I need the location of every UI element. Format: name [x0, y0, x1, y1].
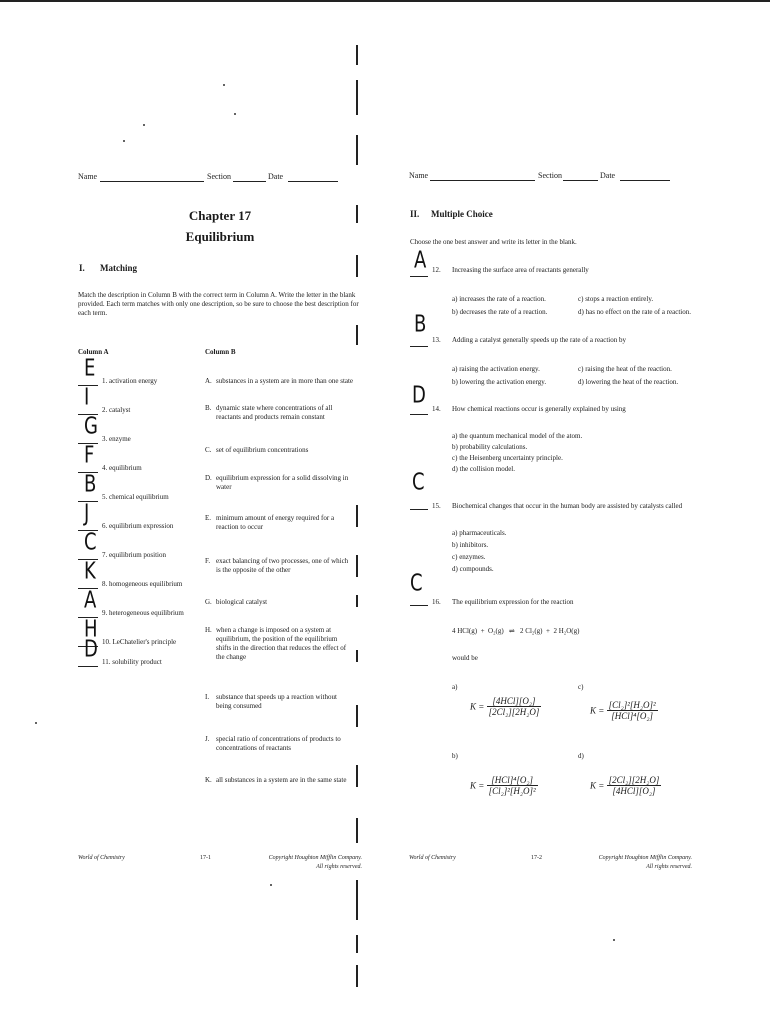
binding-line [356, 880, 358, 920]
section-title: Matching [100, 263, 137, 273]
description-letter: C. [205, 446, 212, 454]
scan-speck [234, 113, 236, 115]
choice: d) the collision model. [452, 465, 515, 473]
answer-blank[interactable] [410, 509, 428, 510]
handwritten-answer: C [412, 468, 425, 496]
question-number: 16. [432, 598, 441, 606]
question-stem: Adding a catalyst generally speeds up the rate of a reaction by [452, 336, 626, 344]
description-line: when a change is imposed on a system at [216, 626, 332, 634]
description-line: dynamic state where concentrations of all [216, 404, 333, 412]
numerator: [HCl]⁴[O₂] [487, 775, 538, 786]
footer-copyright: Copyright Houghton Mifflin Company. [598, 855, 692, 861]
description-letter: H. [205, 626, 212, 634]
term-row [78, 470, 198, 502]
binding-line [356, 818, 358, 843]
description-g [205, 598, 360, 607]
section-number: I. [79, 263, 85, 273]
instruction-line: provided. Each term matches with only one description, so be sure to choose the best description for [78, 300, 359, 308]
choice: a) pharmaceuticals. [452, 529, 507, 537]
handwritten-answer: C [410, 569, 423, 597]
answer-blank[interactable] [410, 605, 428, 606]
choice: b) probability calculations. [452, 443, 528, 451]
description-letter: B. [205, 404, 212, 412]
would-be-text: would be [452, 654, 478, 662]
numerator: [Cl₂]²[H₂O]² [608, 700, 656, 710]
name-label: Name [78, 172, 98, 181]
handwritten-answer: A [84, 586, 97, 614]
choice: b) decreases the rate of a reaction. [452, 308, 548, 316]
handwritten-answer: B [414, 310, 427, 338]
description-letter: D. [205, 474, 212, 482]
question-number: 12. [432, 266, 441, 274]
term-row [78, 354, 198, 386]
chapter-title: Chapter 17 [188, 208, 252, 223]
question-number: 13. [432, 336, 441, 344]
description-line: concentrations of reactants [216, 744, 292, 752]
k-symbol: K = [590, 780, 605, 791]
choice: a) increases the rate of a reaction. [452, 295, 546, 303]
description-k [205, 776, 360, 785]
term-label: 10. LeChatelier's principle [102, 638, 177, 646]
description-letter: K. [205, 776, 212, 784]
choice: c) stops a reaction entirely. [578, 295, 654, 303]
answer-blank[interactable] [410, 414, 428, 415]
description-letter: G. [205, 598, 212, 606]
choice: c) raising the heat of the reaction. [578, 365, 672, 373]
binding-line [356, 935, 358, 953]
description-line: exact balancing of two processes, one of which [216, 557, 349, 565]
scan-speck [223, 84, 225, 86]
numerator: [4HCl][O₂] [487, 696, 542, 707]
column-b-header: Column B [205, 348, 236, 356]
description-b [205, 404, 360, 422]
term-label: 1. activation energy [102, 377, 158, 385]
description-f [205, 557, 360, 575]
choice: d) compounds. [452, 565, 494, 573]
handwritten-answer: J [84, 499, 90, 527]
description-line: substances in a system are in more than one state [216, 377, 354, 385]
description-line: equilibrium expression for a solid dissolving in [216, 474, 349, 482]
description-letter: F. [205, 557, 211, 565]
name-field[interactable] [100, 181, 204, 182]
question-stem: Increasing the surface area of reactants generally [452, 266, 589, 274]
description-line: substance that speeds up a reaction without [216, 693, 337, 701]
footer-rights: All rights reserved. [646, 864, 692, 870]
description-line: equilibrium, the position of the equilibrium [216, 635, 338, 643]
section-label: Section [207, 172, 231, 181]
question-stem: How chemical reactions occur is generally explained by using [452, 405, 626, 413]
scan-top-edge [0, 0, 770, 2]
scan-speck [35, 722, 37, 724]
term-label: 3. enzyme [102, 435, 131, 443]
chapter-subtitle: Equilibrium [185, 229, 255, 244]
denominator: [HCl]⁴[O₂] [611, 711, 654, 721]
name-field[interactable] [430, 180, 535, 181]
term-row [78, 528, 198, 560]
description-line: water [216, 483, 232, 491]
section-title: Multiple Choice [431, 209, 493, 219]
k-symbol: K = [470, 701, 485, 712]
answer-blank[interactable] [410, 346, 428, 347]
question-stem: The equilibrium expression for the reaction [452, 598, 574, 606]
scan-speck [613, 939, 615, 941]
option-label: a) [452, 683, 458, 691]
choice: a) the quantum mechanical model of the atom. [452, 432, 583, 440]
description-c [205, 446, 360, 455]
section-field[interactable] [233, 181, 266, 182]
description-line: all substances in a system are in the same state [216, 776, 347, 784]
handwritten-answer: C [84, 528, 97, 556]
description-letter: E. [205, 514, 212, 522]
description-line: is the opposite of the other [216, 566, 291, 574]
answer-blank[interactable] [78, 666, 98, 667]
scan-speck [143, 124, 145, 126]
description-d [205, 474, 360, 492]
footer-book: World of Chemistry [409, 855, 456, 861]
choice: a) raising the activation energy. [452, 365, 540, 373]
description-line: reactants and products remain constant [216, 413, 325, 421]
footer-page: 17-2 [531, 855, 542, 861]
description-e [205, 514, 360, 532]
handwritten-answer: B [84, 470, 97, 498]
term-label: 11. solubility product [102, 658, 162, 666]
description-line: set of equilibrium concentrations [216, 446, 309, 454]
binding-line [356, 205, 358, 223]
description-line: minimum amount of energy required for a [216, 514, 335, 522]
instruction-line: each term. [78, 309, 108, 317]
handwritten-answer: E [84, 354, 96, 382]
description-letter: A. [205, 377, 212, 385]
description-letter: J. [205, 735, 210, 743]
handwritten-answer: D [412, 381, 426, 409]
option-a-expression [470, 696, 541, 717]
numerator: [2Cl₂][2H₂O] [608, 775, 660, 785]
description-line: reaction to occur [216, 523, 264, 531]
term-row [78, 412, 198, 444]
choice: c) the Heisenberg uncertainty principle. [452, 454, 563, 462]
binding-line [356, 325, 358, 345]
footer-book: World of Chemistry [78, 855, 125, 861]
question-number: 15. [432, 502, 441, 510]
chemical-reaction: 4 HCl(g) + O₂(g) ⇌ 2 Cl₂(g) + 2 H₂O(g) [452, 627, 580, 635]
binding-line [356, 255, 358, 277]
description-h [205, 626, 360, 662]
date-field[interactable] [620, 180, 670, 181]
handwritten-answer: A [414, 246, 427, 274]
footer-copyright: Copyright Houghton Mifflin Company. [268, 855, 362, 861]
description-line: being consumed [216, 702, 262, 710]
term-label: 5. chemical equilibrium [102, 493, 169, 501]
binding-line [356, 135, 358, 165]
description-line: the change [216, 653, 247, 661]
description-j [205, 735, 360, 753]
option-d-expression [590, 775, 661, 796]
binding-line [356, 80, 358, 115]
binding-line [356, 965, 358, 987]
denominator: [4HCl][O₂] [612, 786, 656, 796]
mc-instructions: Choose the one best answer and write its letter in the blank. [410, 238, 577, 246]
scan-speck [123, 140, 125, 142]
choice: d) lowering the heat of the reaction. [578, 378, 679, 386]
footer-rights: All rights reserved. [316, 864, 362, 870]
denominator: [2Cl₂][2H₂O] [488, 707, 540, 717]
description-line: special ratio of concentrations of products to [216, 735, 341, 743]
term-label: 4. equilibrium [102, 464, 142, 472]
term-label: 9. heterogeneous equilibrium [102, 609, 184, 617]
handwritten-answer: H [84, 615, 98, 643]
option-label: d) [578, 752, 584, 760]
name-label: Name [409, 171, 429, 180]
option-label: c) [578, 683, 584, 691]
term-label: 6. equilibrium expression [102, 522, 174, 530]
scan-speck [270, 884, 272, 886]
handwritten-answer: K [84, 557, 96, 585]
choice: d) has no effect on the rate of a reaction. [578, 308, 691, 316]
answer-blank[interactable] [410, 276, 428, 277]
term-row [78, 586, 198, 618]
option-label: b) [452, 752, 458, 760]
term-label: 7. equilibrium position [102, 551, 166, 559]
section-label: Section [538, 171, 562, 180]
term-row [78, 499, 198, 531]
denominator: [Cl₂]²[H₂O]² [488, 786, 536, 796]
description-i [205, 693, 360, 711]
choice: c) enzymes. [452, 553, 486, 561]
question-stem: Biochemical changes that occur in the human body are assisted by catalysts called [452, 502, 683, 510]
k-symbol: K = [470, 780, 485, 791]
handwritten-answer: D [84, 635, 98, 663]
column-a-header: Column A [78, 348, 109, 356]
binding-line [356, 45, 358, 65]
date-label: Date [268, 172, 284, 181]
description-a [205, 377, 360, 386]
question-number: 14. [432, 405, 441, 413]
handwritten-answer: F [84, 441, 95, 469]
term-row [78, 383, 198, 415]
option-c-expression [590, 700, 658, 721]
option-b-expression [470, 775, 538, 796]
description-letter: I. [205, 693, 210, 701]
k-symbol: K = [590, 705, 605, 716]
term-label: 2. catalyst [102, 406, 131, 414]
section-number: II. [410, 209, 420, 219]
date-field[interactable] [288, 181, 338, 182]
term-row [78, 557, 198, 589]
description-line: biological catalyst [216, 598, 268, 606]
footer-page: 17-1 [200, 855, 211, 861]
date-label: Date [600, 171, 616, 180]
choice: b) inhibitors. [452, 541, 489, 549]
description-line: shifts in the direction that reduces the effect of [216, 644, 347, 652]
handwritten-answer: G [84, 412, 98, 440]
instruction-line: Match the description in Column B with the correct term in Column A. Write the letter in the blank [78, 291, 356, 299]
choice: b) lowering the activation energy. [452, 378, 547, 386]
section-field[interactable] [563, 180, 598, 181]
handwritten-answer: I [84, 383, 90, 411]
term-label: 8. homogeneous equilibrium [102, 580, 183, 588]
term-row [78, 441, 198, 473]
matching-instructions [78, 291, 363, 318]
